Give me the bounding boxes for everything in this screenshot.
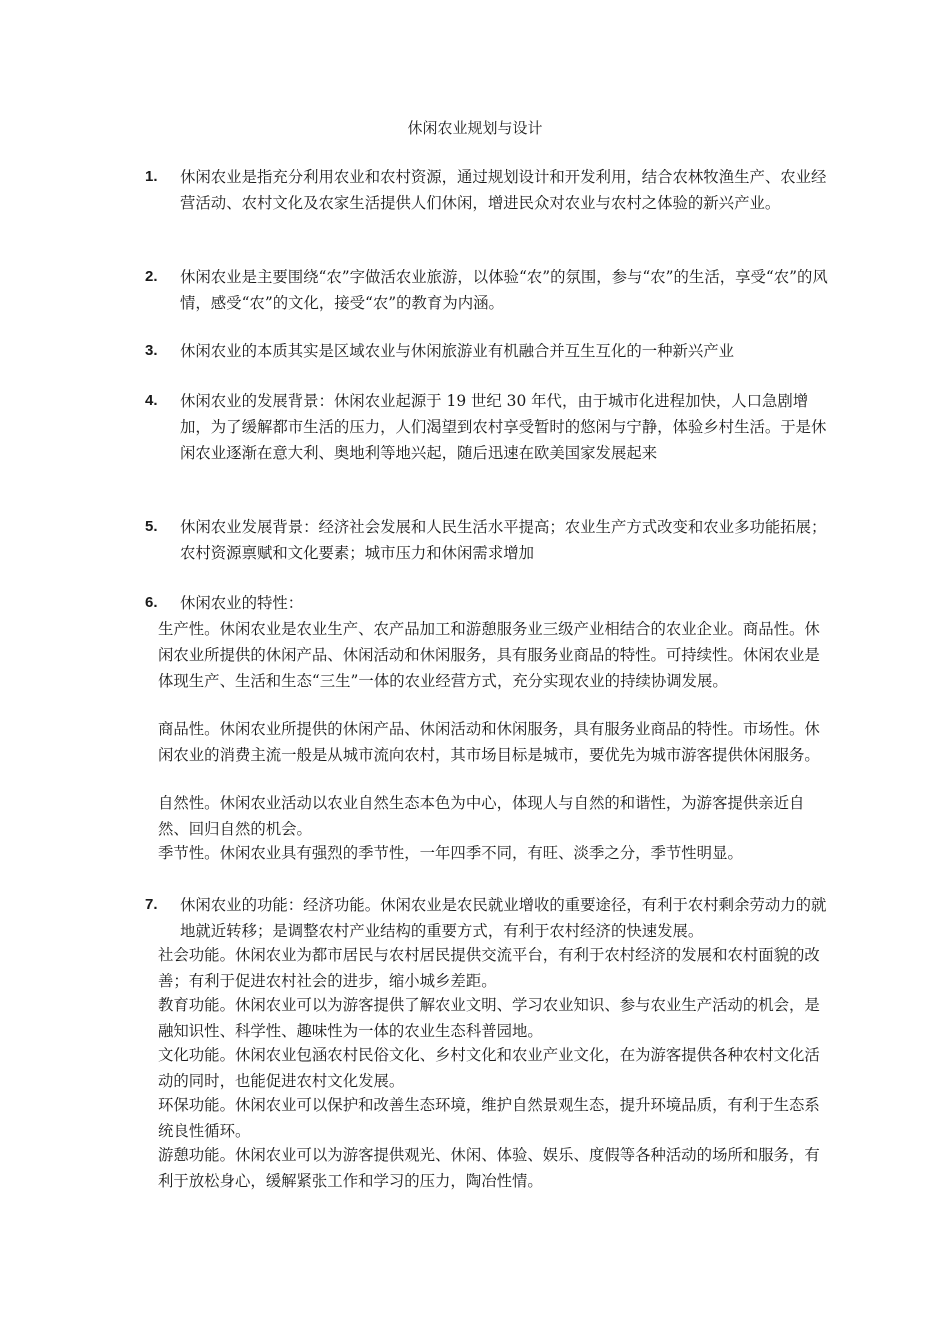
- function-paragraph: 社会功能。休闲农业为都市居民与农村居民提供交流平台，有利于农村经济的发展和农村面貌的改善；有利于促进农村社会的进步，缩小城乡差距。: [158, 946, 820, 990]
- feature-paragraph: 季节性。休闲农业具有强烈的季节性，一年四季不同，有旺、淡季之分，季节性明显。: [158, 844, 743, 862]
- document-title: 休闲农业规划与设计: [407, 119, 543, 137]
- list-number: 6.: [145, 594, 158, 611]
- list-item-3: [145, 338, 835, 364]
- list-number: 7.: [145, 896, 158, 913]
- function-paragraph: 游憩功能。休闲农业可以为游客提供观光、休闲、体验、娱乐、度假等各种活动的场所和服务，有利于放松身心，缓解紧张工作和学习的压力，陶冶性情。: [158, 1146, 820, 1190]
- list-item-7: [145, 892, 835, 944]
- list-text: 休闲农业是指充分利用农业和农村资源，通过规划设计和开发利用，结合农林牧渔生产、农业经营活动、农村文化及农家生活提供人们休闲，增进民众对农业与农村之体验的新兴产业。: [180, 168, 827, 212]
- list-text: 休闲农业的特性：: [180, 594, 304, 612]
- list-item-2: [145, 264, 835, 316]
- list-item-4: [145, 388, 835, 466]
- function-paragraph: 教育功能。休闲农业可以为游客提供了解农业文明、学习农业知识、参与农业生产活动的机会，是融知识性、科学性、趣味性为一体的农业生态科普园地。: [158, 996, 820, 1040]
- list-text: 休闲农业是主要围绕“农”字做活农业旅游，以体验“农”的氛围，参与“农”的生活，享受“农”的风情，感受“农”的文化，接受“农”的教育为内涵。: [180, 268, 828, 312]
- feature-paragraph: 生产性。休闲农业是农业生产、农产品加工和游憩服务业三级产业相结合的农业企业。商品性。休闲农业所提供的休闲产品、休闲活动和休闲服务，具有服务业商品的特性。可持续性。休闲农业是体现生产、生活和生态“三生”一体的农业经营方式，充分实现农业的持续协调发展。: [158, 620, 820, 690]
- list-number: 2.: [145, 268, 158, 285]
- feature-paragraph: 自然性。休闲农业活动以农业自然生态本色为中心，体现人与自然的和谐性，为游客提供亲近自然、回归自然的机会。: [158, 794, 805, 838]
- list-text: 休闲农业的功能：经济功能。休闲农业是农民就业增收的重要途径，有利于农村剩余劳动力的就地就近转移；是调整农村产业结构的重要方式，有利于农村经济的快速发展。: [180, 896, 827, 940]
- list-number: 3.: [145, 342, 158, 359]
- function-paragraph: 文化功能。休闲农业包涵农村民俗文化、乡村文化和农业产业文化，在为游客提供各种农村文化活动的同时，也能促进农村文化发展。: [158, 1046, 820, 1090]
- function-paragraph: 环保功能。休闲农业可以保护和改善生态环境，维护自然景观生态，提升环境品质，有利于生态系统良性循环。: [158, 1096, 820, 1140]
- list-text: 休闲农业发展背景：经济社会发展和人民生活水平提高；农业生产方式改变和农业多功能拓展；农村资源禀赋和文化要素；城市压力和休闲需求增加: [180, 518, 827, 562]
- list-number: 1.: [145, 168, 158, 185]
- list-item-1: [145, 164, 835, 216]
- list-item-5: [145, 514, 835, 566]
- list-text: 休闲农业的发展背景：休闲农业起源于 19 世纪 30 年代，由于城市化进程加快，人口急剧增加，为了缓解都市生活的压力，人们渴望到农村享受暂时的悠闲与宁静，体验乡村生活。于是休闲农业逐渐在意大利、奥地利等地兴起，随后迅速在欧美国家发展起来: [180, 392, 827, 462]
- feature-paragraph: 商品性。休闲农业所提供的休闲产品、休闲活动和休闲服务，具有服务业商品的特性。市场性。休闲农业的消费主流一般是从城市流向农村，其市场目标是城市，要优先为城市游客提供休闲服务。: [158, 720, 820, 764]
- list-text: 休闲农业的本质其实是区域农业与休闲旅游业有机融合并互生互化的一种新兴产业: [180, 342, 735, 360]
- list-number: 4.: [145, 392, 158, 409]
- list-number: 5.: [145, 518, 158, 535]
- list-item-6: [145, 590, 835, 616]
